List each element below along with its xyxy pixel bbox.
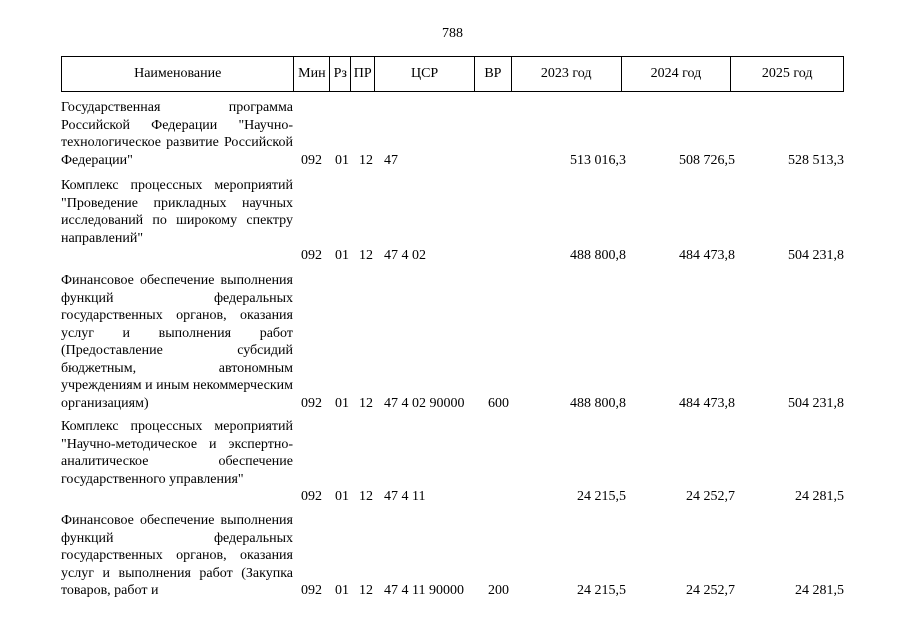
cell-2023: 488 800,8 [570,248,626,263]
column-header-csr: ЦСР [375,57,475,91]
cell-2024: 508 726,5 [679,152,735,168]
cell-2024: 484 473,8 [679,248,735,263]
cell-rz: 01 [335,152,349,168]
cell-rz: 01 [335,395,349,411]
column-header-vr: ВР [475,57,512,91]
table-row [61,99,851,169]
page-number: 788 [442,26,463,41]
table-row [61,272,851,412]
row-name: Государственная программа Российской Федерации "Научно-технологическое развитие Российской Федерации" [61,100,293,168]
table-row [61,177,851,265]
cell-csr: 47 4 02 90000 [384,395,465,411]
cell-pr: 12 [359,395,373,411]
column-header-2025: 2025 год [761,66,813,81]
column-header-2023: 2023 год [512,57,622,91]
table-row [61,512,851,600]
cell-2025: 504 231,8 [788,395,844,411]
table-row [61,418,851,506]
row-name: Финансовое обеспечение выполнения функций федеральных государственных органов, оказания услуг и выполнения работ (Предоставление субсидий бюджетным, автономным учреждениям и иным некоммерческим организациям) [61,273,293,411]
row-name: Финансовое обеспечение выполнения функций федеральных государственных органов, оказания услуг и выполнения работ (Закупка товаров, работ и [61,513,293,598]
row-name: Комплекс процессных мероприятий "Научно-методическое и экспертно-аналитическое обеспечение государственного управления" [61,419,293,487]
cell-min: 092 [301,248,322,263]
cell-min: 092 [301,489,322,504]
cell-vr: 600 [488,395,509,411]
cell-pr: 12 [359,583,373,598]
row-name: Комплекс процессных мероприятий "Проведение прикладных научных исследований по широкому спектру направлений" [61,178,293,246]
column-header-rz: Рз [330,57,351,91]
cell-2025: 504 231,8 [788,248,844,263]
cell-csr: 47 4 11 [384,489,426,504]
cell-min: 092 [301,395,322,411]
cell-2024: 24 252,7 [686,489,735,504]
column-header-name: Наименование [62,57,294,91]
cell-pr: 12 [359,152,373,168]
cell-2025: 24 281,5 [795,583,844,598]
cell-2025: 528 513,3 [788,152,844,168]
column-header-min: Мин [294,57,330,91]
column-header-pr: ПР [351,57,375,91]
cell-rz: 01 [335,583,349,598]
cell-rz: 01 [335,489,349,504]
cell-vr: 200 [488,583,509,598]
cell-2023: 513 016,3 [570,152,626,168]
column-header-2024: 2024 год [622,57,732,91]
cell-pr: 12 [359,248,373,263]
cell-2024: 24 252,7 [686,583,735,598]
cell-csr: 47 [384,152,398,168]
cell-min: 092 [301,583,322,598]
cell-2023: 24 215,5 [577,583,626,598]
cell-csr: 47 4 11 90000 [384,583,464,598]
table-header [61,56,844,92]
cell-csr: 47 4 02 [384,248,426,263]
cell-2025: 24 281,5 [795,489,844,504]
cell-2024: 484 473,8 [679,395,735,411]
cell-rz: 01 [335,248,349,263]
cell-min: 092 [301,152,322,168]
cell-pr: 12 [359,489,373,504]
cell-2023: 488 800,8 [570,395,626,411]
cell-2023: 24 215,5 [577,489,626,504]
